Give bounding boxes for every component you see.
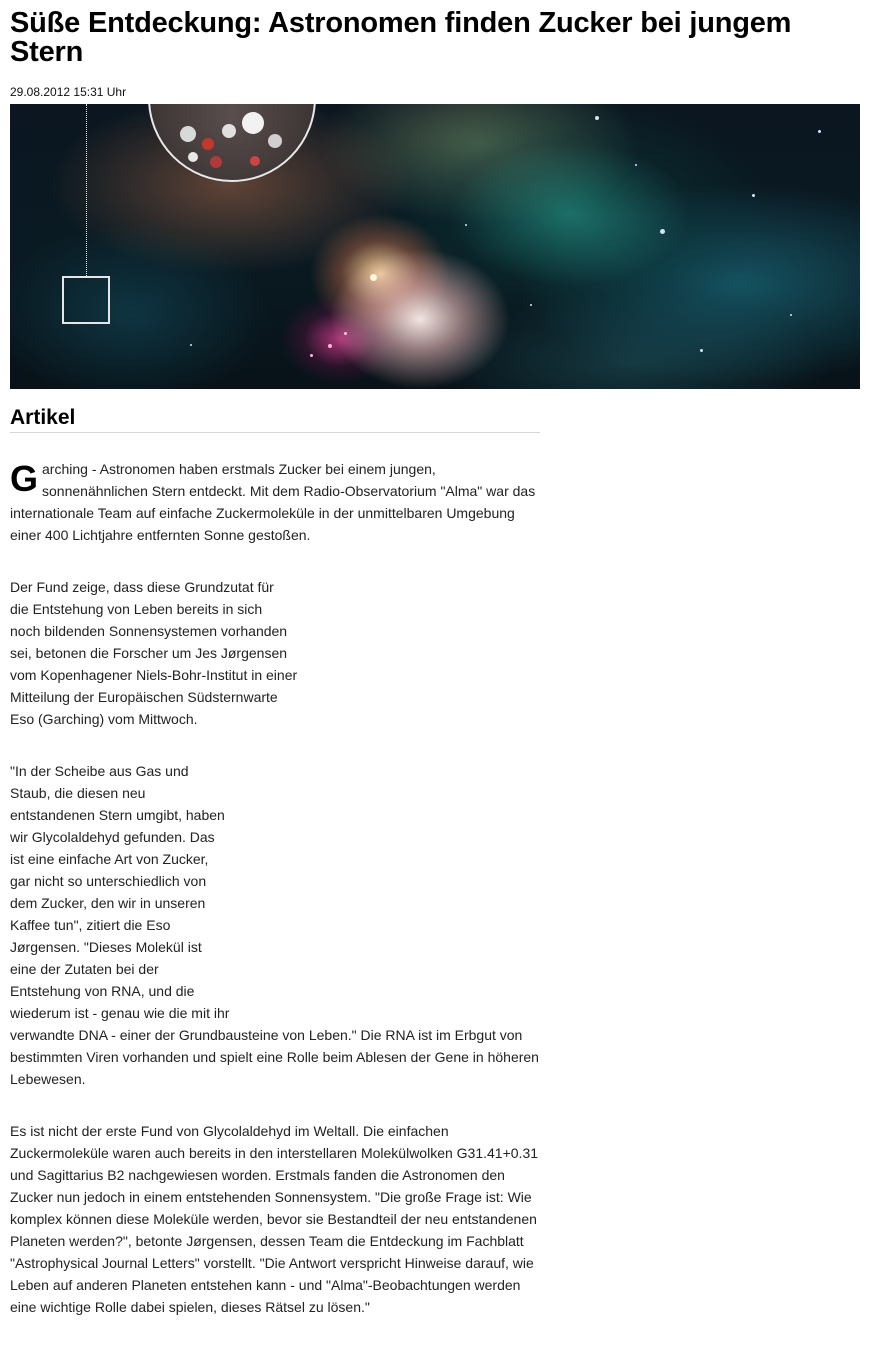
article-headline: Süße Entdeckung: Astronomen finden Zucker bei jungem Stern (10, 7, 792, 68)
molecule-atom (210, 156, 222, 168)
paragraph-line: Kaffee tun", zitiert die Eso (10, 917, 171, 933)
molecule-inset (148, 104, 316, 182)
paragraph-line: wiederum ist - genau wie die mit ihr (10, 1005, 230, 1021)
star (344, 332, 347, 335)
pointer-line (86, 104, 87, 276)
paragraph-line: dem Zucker, den wir in unseren (10, 895, 206, 911)
star (790, 314, 792, 316)
paragraph-line: gar nicht so unterschiedlich von (10, 873, 207, 889)
hero-image (10, 104, 860, 389)
molecule-atom (242, 112, 264, 134)
paragraph-line: eine der Zutaten bei der (10, 961, 159, 977)
paragraph-line: Mitteilung der Europäischen Südsternwarte (10, 689, 278, 705)
star (530, 304, 532, 306)
paragraph-line: sei, betonen die Forscher um Jes Jørgensen (10, 645, 288, 661)
star (660, 229, 665, 234)
article-paragraph (10, 458, 542, 546)
star (465, 224, 467, 226)
paragraph-line: entstandenen Stern umgibt, haben (10, 807, 225, 823)
paragraph-text: arching - Astronomen haben erstmals Zucker bei einem jungen, sonnenähnlichen Stern entdeckt. Mit dem Radio-Observatorium "Alma" war das internationale Team auf einfache Zuckermoleküle in der unmittelbaren Umgebung einer 400 Lichtjahre entfernten Sonne gestoßen. (10, 461, 536, 543)
paragraph-line: Entstehung von RNA, und die (10, 983, 195, 999)
paragraph-line: ist eine einfache Art von Zucker, (10, 851, 209, 867)
molecule-atom (188, 152, 198, 162)
paragraph-text: Es ist nicht der erste Fund von Glycolaldehyd im Weltall. Die einfachen Zuckermoleküle waren auch bereits in den interstellaren Molekülwolken G31.41+0.31 und Sagittarius B2 nachgewiesen worden. Erstmals fanden die Astronomen den Zucker nun jedoch in einem entstehenden Sonnensystem. "Die große Frage ist: Wie komplex können diese Moleküle werden, bevor sie Bestandteil der neu entstandenen Planeten werden?", betonte Jørgensen, dessen Team die Entdeckung im Fachblatt "Astrophysical Journal Letters" vorstellt. "Die Antwort verspricht Hinweise darauf, wie Leben auf anderen Planeten entstehen kann - und "Alma"-Beobachtungen werden eine wichtige Rolle dabei spielen, dieses Rätsel zu lösen." (10, 1123, 539, 1315)
star (752, 194, 755, 197)
article-dateline: 29.08.2012 15:31 Uhr (10, 85, 127, 99)
star (310, 354, 313, 357)
article-body (10, 458, 542, 1318)
molecule-atom (268, 134, 282, 148)
paragraph-line: "In der Scheibe aus Gas und (10, 763, 189, 779)
paragraph-line: Der Fund zeige, dass diese Grundzutat für (10, 579, 274, 595)
star (595, 116, 599, 120)
star (328, 344, 332, 348)
section-title-artikel: Artikel (10, 406, 540, 433)
article-paragraph (10, 1120, 542, 1318)
zoom-region-box (62, 276, 110, 324)
molecule-atom (222, 124, 236, 138)
article-paragraph (10, 576, 542, 730)
paragraph-line: Eso (Garching) vom Mittwoch. (10, 711, 198, 727)
paragraph-line: die Entstehung von Leben bereits in sich (10, 601, 263, 617)
drop-cap: G (10, 458, 39, 499)
paragraph-line: vom Kopenhagener Niels-Bohr-Institut in einer (10, 667, 298, 683)
article-paragraph (10, 760, 542, 1090)
article-page (10, 0, 862, 1348)
star (700, 349, 703, 352)
paragraph-line: Jørgensen. "Dieses Molekül ist (10, 939, 202, 955)
molecule-atom (250, 156, 260, 166)
star (370, 274, 377, 281)
molecule-atom (202, 138, 214, 150)
star (190, 344, 192, 346)
star (818, 130, 821, 133)
paragraph-line: Staub, die diesen neu (10, 785, 146, 801)
paragraph-text: verwandte DNA - einer der Grundbausteine von Leben." Die RNA ist im Erbgut von bestimmten Viren vorhanden und spielt eine Rolle beim Ablesen der Gene in höheren Lebewesen. (10, 1027, 539, 1087)
molecule-atom (180, 126, 196, 142)
paragraph-line: wir Glycolaldehyd gefunden. Das (10, 829, 215, 845)
paragraph-line: noch bildenden Sonnensystemen vorhanden (10, 623, 288, 639)
star (635, 164, 637, 166)
